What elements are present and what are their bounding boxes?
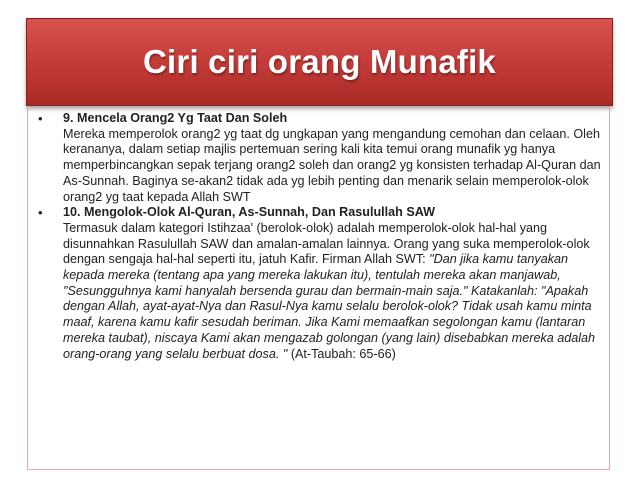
- bullet-icon: •: [38, 111, 43, 126]
- title-bar: [26, 18, 613, 106]
- bullet-heading: 10. Mengolok-Olok Al-Quran, As-Sunnah, Dan Rasulullah SAW: [63, 205, 436, 220]
- bullet-item: [38, 205, 604, 362]
- quote-citation: (At-Taubah: 65-66): [287, 346, 396, 361]
- bullet-list: [38, 111, 604, 362]
- bullet-body: Termasuk dalam kategori Istihzaa' (berolok-olok) adalah memperolok-olok hal-hal yang disunnahkan Rasulullah SAW dan amalan-amalan lainnya. Orang yang suka memperolok-olok dengan sengaja hal-hal seperti itu, jatuh Kafir. Firman Allah SWT:: [63, 220, 590, 267]
- bullet-icon: •: [38, 205, 43, 221]
- bullet-body: Mereka memperolok orang2 yg taat dg ungkapan yang mengandung cemohan dan celaan. Oleh kerananya, dalam setiap majlis pertemuan sering kali kita temui orang munafik yg hanya memperbincangkan sepak terjang orang2 soleh dan orang2 yg konsisten terhadap Al-Quran dan As-Sunnah. Baginya se-akan2 tidak ada yg lebih penting dan menarik selain memperolok-olok orang2 yg taat kepada Allah SWT: [63, 126, 601, 204]
- bullet-heading: 9. Mencela Orang2 Yg Taat Dan Soleh: [63, 111, 288, 125]
- slide-title: Ciri ciri orang Munafik: [143, 43, 496, 80]
- quran-quote: "Dan jika kamu tanyakan kepada mereka (tentang apa yang mereka lakukan itu), tentulah mereka akan manjawab, "Sesungguhnya kami hanyalah bersenda gurau dan bermain-main saja." Katakanlah: "Apakah dengan Allah, ayat-ayat-Nya dan Rasul-Nya kamu selalu berolok-olok? Tidak usah kamu minta maaf, karena kamu kafir sesudah beriman. Jika Kami memaafkan segolongan kamu (lantaran mereka taubat), niscaya Kami akan mengazab golongan (yang lain) disebabkan mereka adalah orang-orang yang selalu berbuat dosa. ": [63, 252, 596, 361]
- bullet-body-container: [63, 221, 604, 362]
- bullet-item: [38, 111, 604, 205]
